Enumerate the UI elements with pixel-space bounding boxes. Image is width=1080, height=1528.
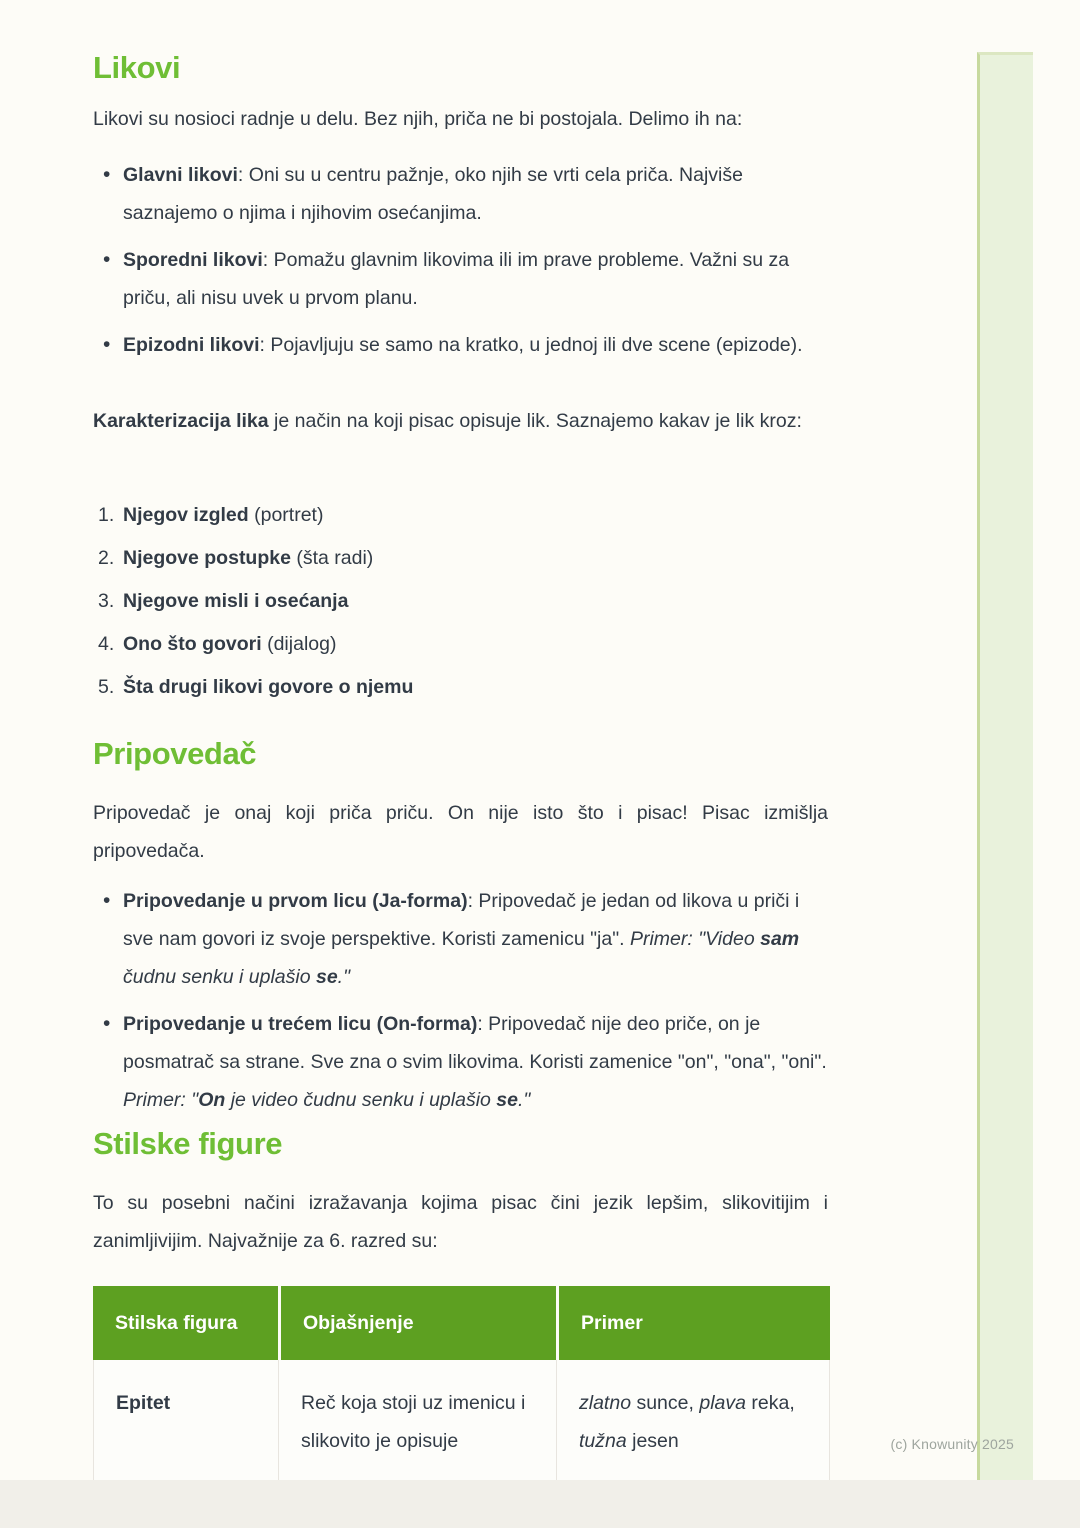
list-item-text: Njegove postupke (šta radi) xyxy=(123,547,374,569)
karakterizacija-numbered-list xyxy=(93,496,828,706)
list-item-text: Ono što govori (dijalog) xyxy=(123,633,337,655)
bullet-marker: • xyxy=(103,333,111,356)
cell-example xyxy=(556,1360,830,1480)
list-item-text: Glavni likovi: Oni su u centru pažnje, oko njih se vrti cela priča. Najviše saznajemo o njima i njihovim osećanjima. xyxy=(123,164,743,224)
number-marker: 2. xyxy=(98,547,115,569)
list-item xyxy=(93,668,828,706)
list-item-text: Njegove misli i osećanja xyxy=(123,590,349,612)
list-item xyxy=(93,241,828,317)
cell-explanation xyxy=(278,1360,556,1480)
list-item xyxy=(93,156,828,232)
cell-text: Epitet xyxy=(116,1392,171,1414)
list-item xyxy=(93,539,828,577)
cell-figure xyxy=(93,1360,278,1480)
table-header-row xyxy=(93,1286,830,1360)
number-marker: 1. xyxy=(98,504,115,526)
side-accent-strip xyxy=(977,52,1033,1480)
section-heading-stilske-figure: Stilske figure xyxy=(93,1126,283,1161)
list-item xyxy=(93,326,828,364)
copyright-notice: (c) Knowunity 2025 xyxy=(890,1436,1014,1452)
list-item xyxy=(93,582,828,620)
karakterizacija-paragraph: Karakterizacija lika je način na koji pisac opisuje lik. Saznajemo kakav je lik kroz: xyxy=(93,410,802,432)
likovi-bullet-list xyxy=(93,156,828,364)
number-marker: 4. xyxy=(98,633,115,655)
list-item xyxy=(93,1005,828,1119)
stilske-figure-table xyxy=(93,1286,830,1480)
cell-text: Reč koja stoji uz imenicu i slikovito je opisuje xyxy=(301,1392,526,1452)
pripovedac-intro-paragraph: Pripovedač je onaj koji priča priču. On nije isto što i pisac! Pisac izmišlja pripovedača. xyxy=(93,802,828,862)
list-item-text: Epizodni likovi: Pojavljuju se samo na kratko, u jednoj ili dve scene (epizode). xyxy=(123,334,803,356)
list-item-text: Pripovedanje u trećem licu (On-forma): Pripovedač nije deo priče, on je posmatrač sa strane. Sve zna o svim likovima. Koristi zamenice "on", "ona", "oni". Primer: "On je video čudnu senku i uplašio se." xyxy=(123,1013,827,1111)
list-item-text: Pripovedanje u prvom licu (Ja-forma): Pripovedač je jedan od likova u priči i sve nam govori iz svoje perspektive. Koristi zamenicu "ja". Primer: "Video sam čudnu senku i uplašio se." xyxy=(123,890,800,988)
list-item xyxy=(93,496,828,534)
bullet-marker: • xyxy=(103,889,111,912)
column-header-primer: Primer xyxy=(556,1286,830,1360)
bullet-marker: • xyxy=(103,163,111,186)
pripovedac-bullet-list xyxy=(93,882,828,1119)
bullet-marker: • xyxy=(103,1012,111,1035)
column-header-objasnjenje: Objašnjenje xyxy=(278,1286,556,1360)
number-marker: 5. xyxy=(98,676,115,698)
section-heading-likovi: Likovi xyxy=(93,50,181,85)
table-row xyxy=(93,1360,830,1480)
likovi-intro-paragraph: Likovi su nosioci radnje u delu. Bez njih, priča ne bi postojala. Delimo ih na: xyxy=(93,108,743,130)
list-item xyxy=(93,625,828,663)
column-header-stilska-figura: Stilska figura xyxy=(93,1286,278,1360)
section-heading-pripovedac: Pripovedač xyxy=(93,736,257,771)
list-item-text: Njegov izgled (portret) xyxy=(123,504,324,526)
list-item-text: Šta drugi likovi govore o njemu xyxy=(123,676,414,698)
list-item-text: Sporedni likovi: Pomažu glavnim likovima ili im prave probleme. Važni su za priču, ali nisu uvek u prvom planu. xyxy=(123,249,790,309)
number-marker: 3. xyxy=(98,590,115,612)
bullet-marker: • xyxy=(103,248,111,271)
list-item xyxy=(93,882,828,996)
stilske-intro-paragraph: To su posebni načini izražavanja kojima pisac čini jezik lepšim, slikovitijim i zanimljivijim. Najvažnije za 6. razred su: xyxy=(93,1192,828,1252)
cell-text: zlatno sunce, plava reka, tužna jesen xyxy=(579,1392,795,1452)
